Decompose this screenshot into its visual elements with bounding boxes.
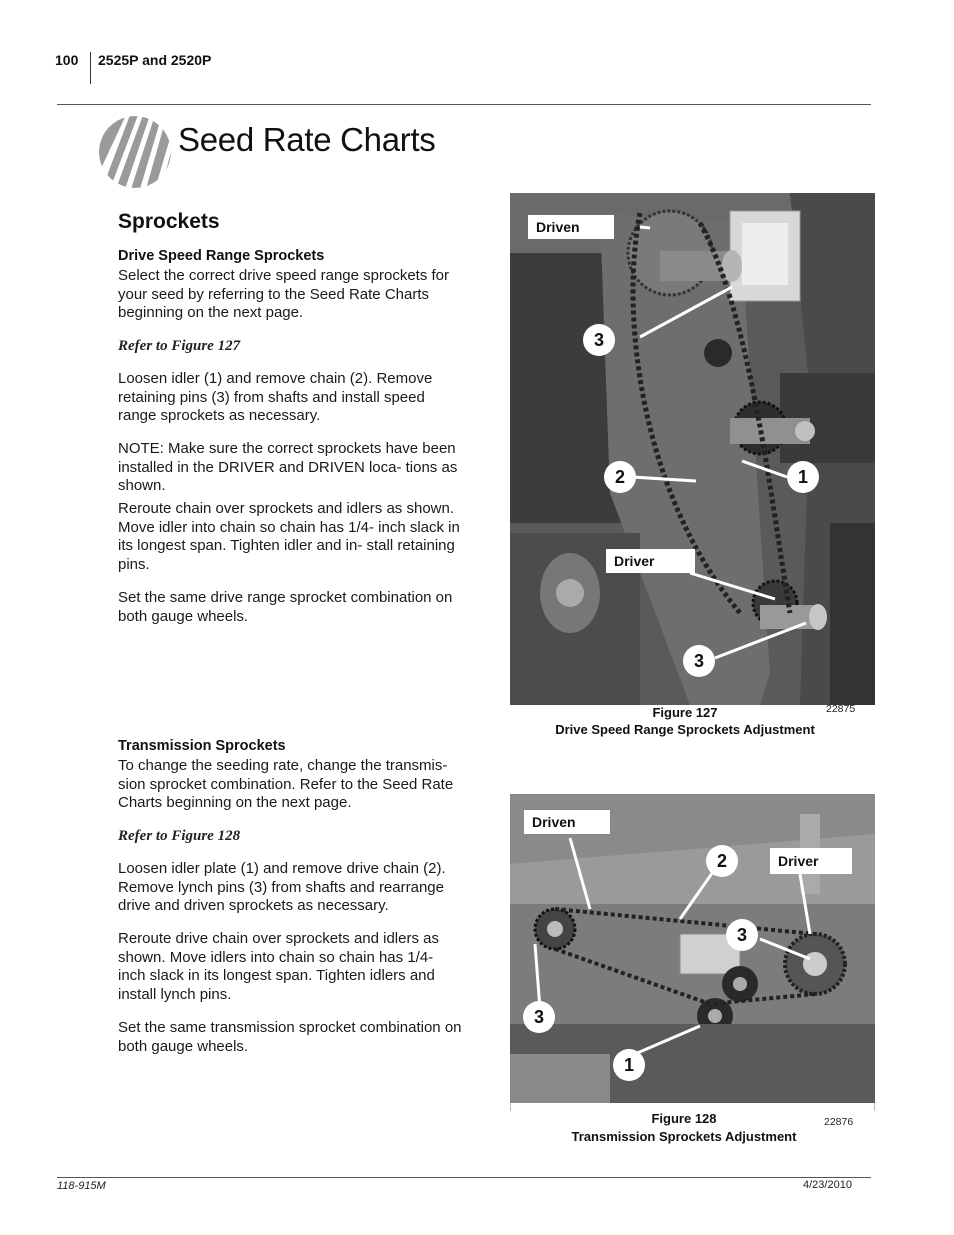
header-separator <box>90 52 91 84</box>
drive-figure-reference: Refer to Figure 127 <box>118 338 241 354</box>
section-logo-icon <box>98 115 172 189</box>
figure-127-number: Figure 127 <box>652 705 718 720</box>
drive-paragraph-2: Loosen idler (1) and remove chain (2). Remove retaining pins (3) from shafts and install speed range sprockets as necessary. <box>118 370 433 425</box>
footer-document-number: 118-915M <box>57 1180 106 1192</box>
drive-heading: Drive Speed Range Sprockets <box>118 248 325 264</box>
footer-rule <box>57 1177 871 1178</box>
figure-127-photo <box>510 193 875 705</box>
transmission-heading: Transmission Sprockets <box>118 738 286 754</box>
driven-label: Driven <box>524 810 610 834</box>
transmission-sprockets-photo-illustration <box>510 794 875 1103</box>
figure-128-caption: Transmission Sprockets Adjustment <box>571 1129 797 1144</box>
callout-lynch-pin-right: 3 <box>726 919 758 951</box>
figure-128-photo <box>510 794 875 1103</box>
drive-paragraph-3: Reroute chain over sprockets and idlers as shown. Move idler into chain so chain has 1/4- inch slack in its longest span. Tighten idler and in- stall retaining pins. <box>118 500 460 573</box>
transmission-paragraph-4: Set the same transmission sprocket combination on both gauge wheels. <box>118 1019 462 1055</box>
drive-sprockets-photo-illustration <box>510 193 875 705</box>
driver-label: Driver <box>770 848 852 874</box>
section-heading: Sprockets <box>118 210 220 233</box>
transmission-paragraph-3: Reroute drive chain over sprockets and idlers as shown. Move idlers into chain so chain has 1/4- inch slack in its longest span. Tighten idlers and install lynch pins. <box>118 930 439 1003</box>
figure-128-code: 22876 <box>824 1116 854 1128</box>
header-rule <box>57 104 871 105</box>
callout-idler-plate: 1 <box>613 1049 645 1081</box>
figure-127-code: 22875 <box>826 703 856 715</box>
page-title: Seed Rate Charts <box>178 121 436 158</box>
callout-idler: 1 <box>787 461 819 493</box>
drive-note: NOTE: Make sure the correct sprockets have been installed in the DRIVER and DRIVEN loca- tions as shown. <box>118 440 458 495</box>
callout-retaining-pin-lower: 3 <box>683 645 715 677</box>
callout-chain: 2 <box>604 461 636 493</box>
drive-paragraph-4: Set the same drive range sprocket combination on both gauge wheels. <box>118 589 453 625</box>
transmission-paragraph-2: Loosen idler plate (1) and remove drive chain (2). Remove lynch pins (3) from shafts and rearrange drive and driven sprockets as necessary. <box>118 860 446 915</box>
header-model: 2525P and 2520P <box>98 52 212 68</box>
drive-paragraph-1: Select the correct drive speed range sprockets for your seed by referring to the Seed Rate Charts beginning on the next page. <box>118 267 449 322</box>
transmission-paragraph-1: To change the seeding rate, change the transmis- sion sprocket combination. Refer to the Seed Rate Charts beginning on the next page. <box>118 757 454 812</box>
callout-retaining-pin-upper: 3 <box>583 324 615 356</box>
figure-128-frame-mark-right <box>874 1103 875 1111</box>
callout-drive-chain: 2 <box>706 845 738 877</box>
figure-127-caption: Drive Speed Range Sprockets Adjustment <box>555 722 815 737</box>
transmission-figure-reference: Refer to Figure 128 <box>118 828 241 844</box>
figure-128-number: Figure 128 <box>651 1111 717 1126</box>
callout-lynch-pin-left: 3 <box>523 1001 555 1033</box>
driven-label: Driven <box>528 215 614 239</box>
footer-date: 4/23/2010 <box>803 1179 852 1191</box>
page-number: 100 <box>55 52 79 68</box>
driver-label: Driver <box>606 549 695 573</box>
